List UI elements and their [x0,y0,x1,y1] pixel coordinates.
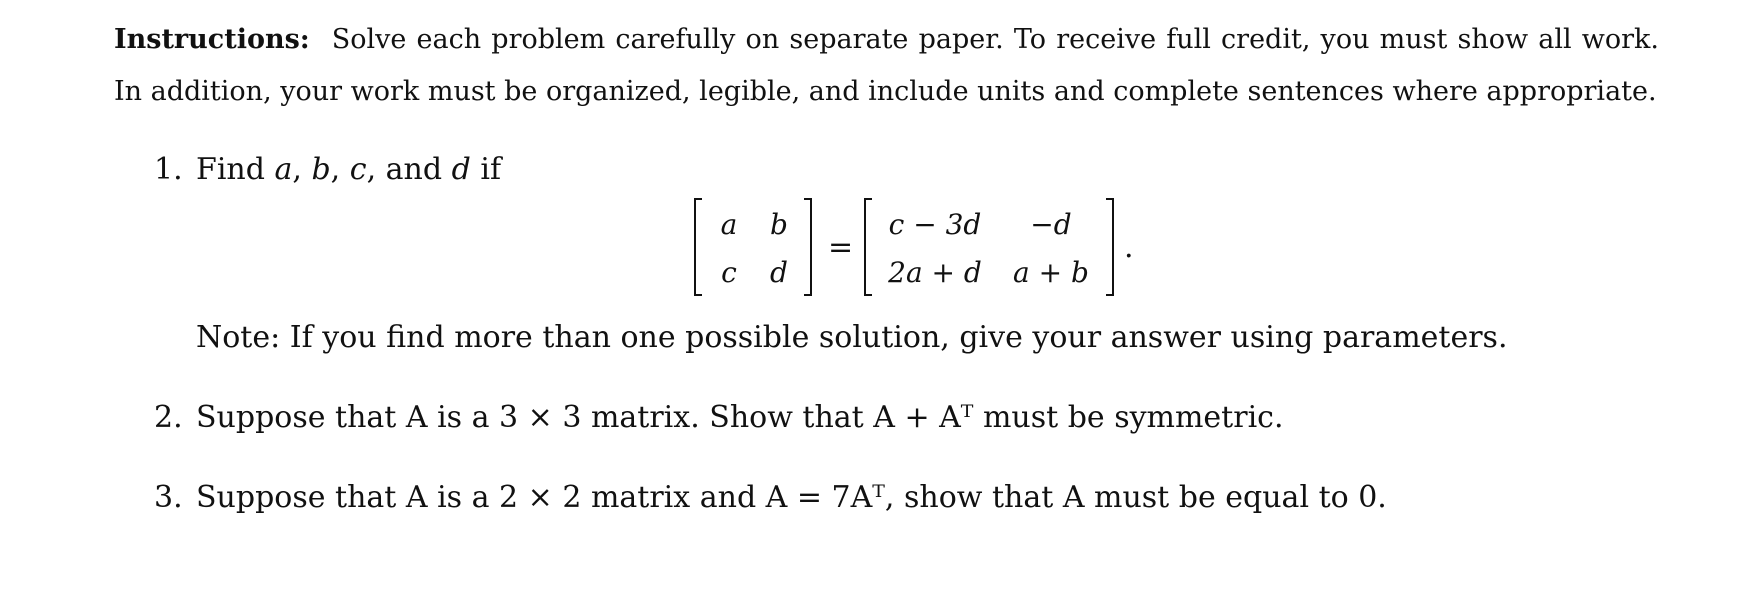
left-bracket [864,198,872,296]
matrix-cell: −d [1030,208,1072,241]
equals-sign: = [828,230,854,265]
problem-3 [154,478,1604,518]
left-matrix [694,198,812,296]
equation-period: . [1124,230,1134,265]
problem-2 [154,398,1604,438]
problem-2-text: Suppose that A is a 3 × 3 matrix. Show that A + Aᵀ must be symmetric. [196,400,1284,435]
instructions-label: Instructions: [114,24,310,55]
matrix-cell: b [770,208,788,241]
problem-number: 2. [154,400,183,435]
math-variable: b [311,152,331,187]
math-variable: d [451,152,471,187]
problem-list [154,150,1604,515]
problem-number: 3. [154,480,183,515]
math-variable: c [349,152,367,187]
right-matrix [864,198,1114,296]
problem-1-note: Note: If you find more than one possible solution, give your answer using parameters. [196,320,1508,355]
matrix-cell: c − 3d [888,208,982,241]
matrix-cell: c [721,256,737,289]
matrix-cell: d [770,256,788,289]
problem-number: 1. [154,152,183,187]
problem-1 [154,150,1604,355]
matrix-cell: 2a + d [888,256,982,289]
left-bracket [694,198,702,296]
right-bracket [804,198,812,296]
problem-1-intro: Find a, b, c, and d if [196,152,502,187]
right-bracket [1106,198,1114,296]
math-variable: a [274,152,293,187]
matrix-cell: a [720,208,738,241]
matrix-equation [694,198,1314,298]
problem-3-text: Suppose that A is a 2 × 2 matrix and A = 7Aᵀ, show that A must be equal to 0. [196,480,1387,515]
matrix-cell: a + b [1013,256,1089,289]
instructions-paragraph [114,14,1659,118]
instructions-text: Solve each problem carefully on separate paper. To receive full credit, you must show all work. In addition, your work must be organized, legible, and include units and complete sentences where appropriate. [114,24,1659,107]
